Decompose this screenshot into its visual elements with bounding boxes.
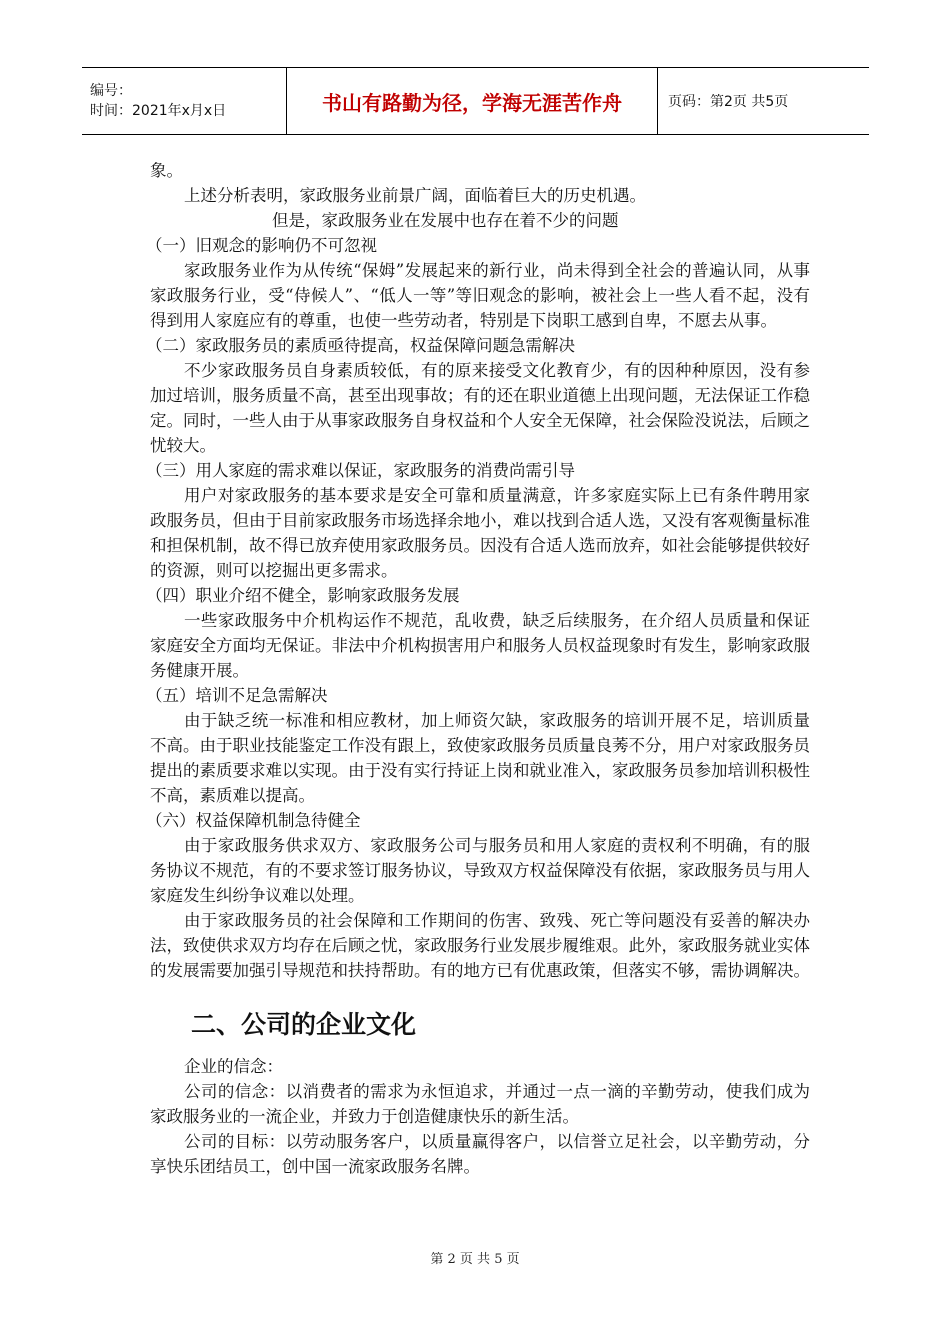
paragraph: 不少家政服务员自身素质较低，有的原来接受文化教育少，有的因种种原因，没有参加过培训，服务质量不高，甚至出现事故；有的还在职业道德上出现问题，无法保证工作稳定。同时，一些人由于从事家政服务自身权益和个人安全无保障，社会保险没说法，后顾之忧较大。 bbox=[150, 361, 810, 455]
header-page-info: 页码：第2页 共5页 bbox=[668, 94, 789, 110]
paragraph: 上述分析表明，家政服务业前景广阔，面临着巨大的历史机遇。 bbox=[184, 186, 646, 205]
header-time-label: 时间：2021年x月x日 bbox=[90, 103, 227, 119]
paragraph: 用户对家政服务的基本要求是安全可靠和质量满意，许多家庭实际上已有条件聘用家政服务员，但由于目前家政服务市场选择余地小，难以找到合适人选，又没有客观衡量标准和担保机制，故不得已放弃使用家政服务员。因没有合适人选而放弃，如社会能够提供较好的资源，则可以挖掘出更多需求。 bbox=[150, 486, 810, 580]
header-motto: 书山有路勤为径，学海无涯苦作舟 bbox=[287, 68, 658, 135]
subheading: （三）用人家庭的需求难以保证，家政服务的消费尚需引导 bbox=[146, 461, 575, 480]
paragraph: 但是，家政服务业在发展中也存在着不少的问题 bbox=[272, 211, 619, 230]
paragraph: 家政服务业作为从传统“保姆”发展起来的新行业，尚未得到全社会的普遍认同，从事家政服务行业，受“侍候人”、“低人一等”等旧观念的影响，被社会上一些人看不起，没有得到用人家庭应有的尊重，也使一些劳动者，特别是下岗职工感到自卑，不愿去从事。 bbox=[150, 261, 810, 330]
subheading: （二）家政服务员的素质亟待提高，权益保障问题急需解决 bbox=[146, 336, 575, 355]
paragraph: 公司的信念：以消费者的需求为永恒追求，并通过一点一滴的辛勤劳动，使我们成为家政服务业的一流企业，并致力于创造健康快乐的新生活。 bbox=[150, 1082, 810, 1126]
document-header bbox=[82, 67, 869, 135]
subheading: （一）旧观念的影响仍不可忽视 bbox=[146, 236, 377, 255]
paragraph: 由于家政服务供求双方、家政服务公司与服务员和用人家庭的责权利不明确，有的服务协议不规范，有的不要求签订服务协议，导致双方权益保障没有依据，家政服务员与用人家庭发生纠纷争议难以处理。 bbox=[150, 836, 810, 905]
paragraph: 象。 bbox=[150, 161, 183, 180]
subheading: （五）培训不足急需解决 bbox=[146, 686, 328, 705]
subheading: （四）职业介绍不健全，影响家政服务发展 bbox=[146, 586, 460, 605]
paragraph: 由于缺乏统一标准和相应教材，加上师资欠缺，家政服务的培训开展不足，培训质量不高。由于职业技能鉴定工作没有跟上，致使家政服务员质量良莠不分，用户对家政服务员提出的素质要求难以实现。由于没有实行持证上岗和就业准入，家政服务员参加培训积极性不高，素质难以提高。 bbox=[150, 711, 810, 805]
page-footer: 第 2 页 共 5 页 bbox=[430, 1252, 520, 1267]
header-number-label: 编号： bbox=[90, 83, 132, 99]
paragraph: 一些家政服务中介机构运作不规范，乱收费，缺乏后续服务，在介绍人员质量和保证家庭安全方面均无保证。非法中介机构损害用户和服务人员权益现象时有发生，影响家政服务健康开展。 bbox=[150, 611, 810, 680]
document-body bbox=[146, 158, 810, 1179]
paragraph: 企业的信念： bbox=[184, 1057, 283, 1076]
paragraph: 公司的目标：以劳动服务客户，以质量赢得客户，以信誉立足社会，以辛勤劳动，分享快乐团结员工，创中国一流家政服务名牌。 bbox=[150, 1132, 810, 1176]
header-meta bbox=[82, 68, 287, 135]
subheading: （六）权益保障机制急待健全 bbox=[146, 811, 361, 830]
section-title: 二、公司的企业文化 bbox=[191, 1010, 417, 1039]
paragraph: 由于家政服务员的社会保障和工作期间的伤害、致残、死亡等问题没有妥善的解决办法，致使供求双方均存在后顾之忧，家政服务行业发展步履维艰。此外，家政服务就业实体的发展需要加强引导规范和扶持帮助。有的地方已有优惠政策，但落实不够，需协调解决。 bbox=[150, 911, 810, 980]
